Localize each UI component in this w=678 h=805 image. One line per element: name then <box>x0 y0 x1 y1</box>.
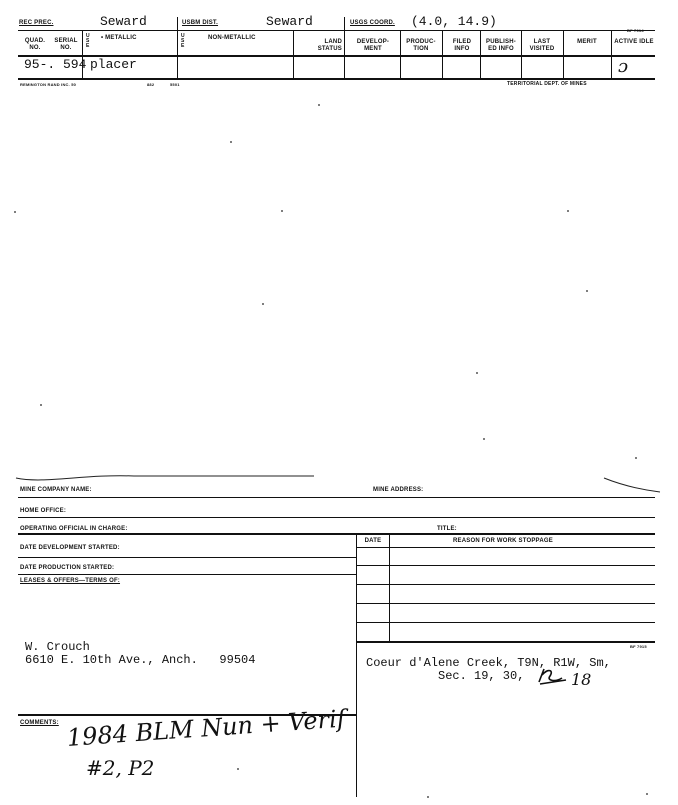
divider <box>389 533 390 641</box>
operating-official-label: OPERATING OFFICIAL IN CHARGE: <box>20 526 128 532</box>
location-hand-number: 18 <box>571 670 592 689</box>
scan-speck <box>14 211 16 213</box>
row-rule <box>356 547 655 548</box>
active-idle-mark: ɔ <box>618 56 629 77</box>
scan-speck <box>262 303 264 305</box>
usgs-coord-value: (4.0, 14.9) <box>411 14 497 29</box>
mine-address-label: MINE ADDRESS: <box>373 487 424 493</box>
location-line-1: Coeur d'Alene Creek, T9N, R1W, Sm, <box>366 656 611 670</box>
usbm-dist-label: USBM DIST. <box>182 20 219 26</box>
row-rule <box>356 584 655 585</box>
col-metallic: • METALLIC <box>101 35 137 41</box>
divider <box>611 31 612 78</box>
col-last-visited: LAST VISITED <box>529 39 555 52</box>
dept-label: TERRITORIAL DEPT. OF MINES <box>507 81 587 87</box>
col-use-2: U S E <box>181 33 185 49</box>
mine-company-name-label: MINE COMPANY NAME: <box>20 487 92 493</box>
divider <box>563 31 564 78</box>
home-office-label: HOME OFFICE: <box>20 508 67 514</box>
form-number-2: BF 7915 <box>630 644 647 649</box>
handwritten-comment-1: 1984 BLM Nun + Verif <box>66 704 347 752</box>
row-rule <box>356 603 655 604</box>
header-rule <box>18 30 655 31</box>
card-edge-curve <box>14 472 662 496</box>
row-rule <box>356 622 655 623</box>
col-development: DEVELOP- MENT <box>356 39 390 52</box>
scan-speck <box>483 438 485 440</box>
scan-speck <box>281 210 283 212</box>
col-production: PRODUC- TION <box>406 39 436 52</box>
col-active-idle: ACTIVE IDLE <box>614 39 654 45</box>
quad-serial-value: 95-. 594 <box>24 57 87 72</box>
row-rule <box>18 497 655 498</box>
divider <box>344 17 345 78</box>
owner-name: W. Crouch <box>25 640 90 654</box>
title-label: TITLE: <box>437 526 457 532</box>
col-merit: MERIT <box>577 39 597 45</box>
date-development-label: DATE DEVELOPMENT STARTED: <box>20 545 120 551</box>
scan-speck <box>237 768 239 770</box>
scan-speck <box>586 290 588 292</box>
location-line-2: Sec. 19, 30, <box>438 669 525 683</box>
col-serial-no: SERIAL NO. <box>54 38 78 51</box>
row-rule <box>18 517 655 518</box>
scribble-mark <box>536 666 570 688</box>
reason-column-header: REASON FOR WORK STOPPAGE <box>453 538 553 544</box>
leases-label: LEASES & OFFERS—TERMS OF: <box>20 578 121 584</box>
col-quad-no: QUAD. NO. <box>24 38 46 51</box>
metallic-value: placer <box>90 57 137 72</box>
comments-label: COMMENTS: <box>20 720 59 726</box>
col-non-metallic: NON-METALLIC <box>208 35 256 41</box>
col-use-1: U S E <box>86 33 90 49</box>
row-rule <box>18 574 356 575</box>
divider <box>356 533 357 641</box>
scan-speck <box>40 404 42 406</box>
form-number: BF 7914 <box>627 28 644 33</box>
row-rule <box>18 557 356 558</box>
usbm-dist-value: Seward <box>266 14 313 29</box>
scan-speck <box>427 796 429 798</box>
rec-prec-value: Seward <box>100 14 147 29</box>
divider <box>356 641 357 797</box>
divider <box>442 31 443 78</box>
scan-speck <box>318 104 320 106</box>
date-production-label: DATE PRODUCTION STARTED: <box>20 565 115 571</box>
col-filed-info: FILED INFO <box>452 39 472 52</box>
printer-code-2: 5501 <box>170 82 180 87</box>
divider <box>293 31 294 78</box>
col-published-info: PUBLISH- ED INFO <box>486 39 516 52</box>
divider <box>177 17 178 78</box>
row-bottom-rule <box>18 78 655 80</box>
scan-speck <box>230 141 232 143</box>
date-column-header: DATE <box>364 538 382 544</box>
handwritten-comment-2: #2, P2 <box>86 756 155 780</box>
printer-code-1: 882 <box>147 82 155 87</box>
scan-speck <box>646 793 648 795</box>
scan-speck <box>476 372 478 374</box>
owner-address: 6610 E. 10th Ave., Anch. 99504 <box>25 653 256 667</box>
printer-info: REMINGTON RAND INC. 50 <box>20 82 77 87</box>
usgs-coord-label: USGS COORD. <box>350 20 395 26</box>
scan-speck <box>567 210 569 212</box>
row-rule <box>18 533 655 535</box>
row-rule <box>356 565 655 566</box>
col-land-status: LAND STATUS <box>317 39 342 52</box>
rec-prec-label: REC PREC. <box>19 20 54 26</box>
scan-speck <box>635 457 637 459</box>
row-rule <box>356 641 655 643</box>
